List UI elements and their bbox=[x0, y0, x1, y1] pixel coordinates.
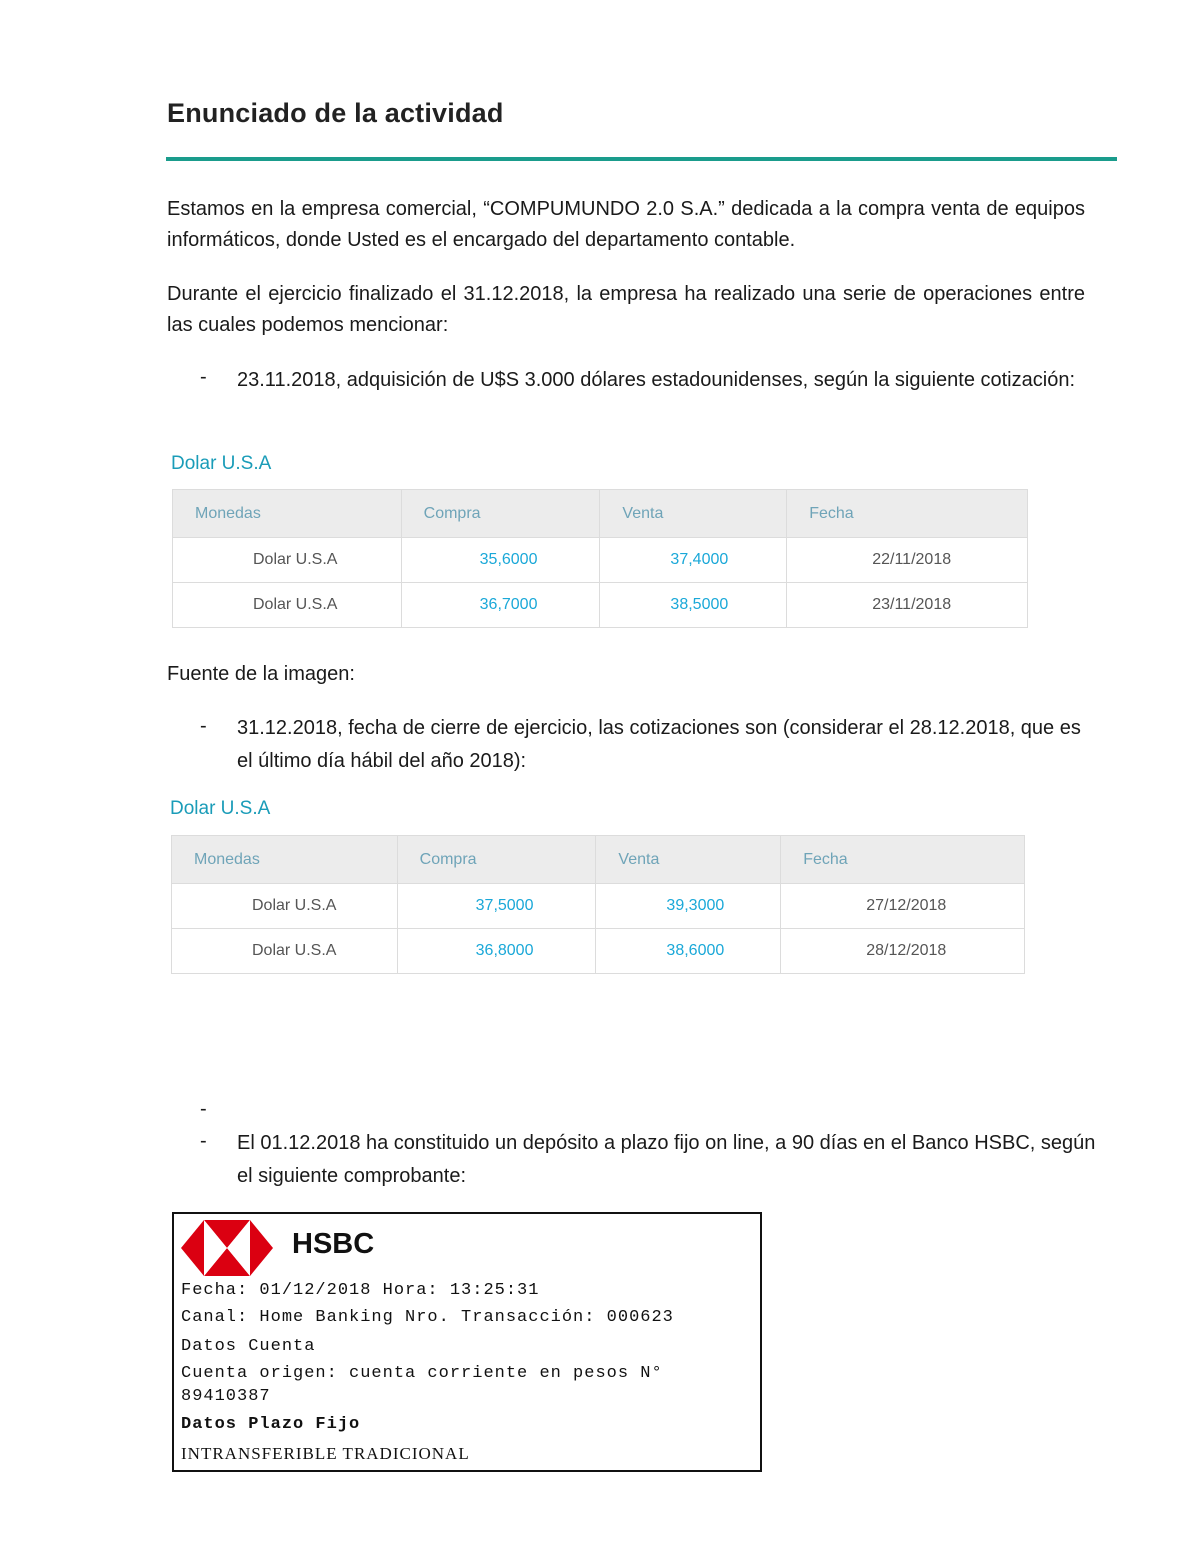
operations-paragraph: Durante el ejercicio finalizado el 31.12.2018, la empresa ha realizado una serie de operaciones entre las cuales podemos mencionar: bbox=[167, 283, 1085, 336]
bullet-usd-purchase: 23.11.2018, adquisición de U$S 3.000 dólares estadounidenses, según la siguiente cotización: bbox=[237, 369, 1075, 391]
hsbc-logo-icon bbox=[181, 1220, 273, 1276]
table-row bbox=[173, 583, 1028, 628]
table-header-row bbox=[172, 836, 1025, 884]
intro-paragraph: Estamos en la empresa comercial, “COMPUMUNDO 2.0 S.A.” dedicada a la compra venta de equipos informáticos, donde Usted es el encargado del departamento contable. bbox=[167, 198, 1085, 251]
heading-divider bbox=[166, 157, 1117, 161]
table-row bbox=[173, 538, 1028, 583]
col-venta: Venta bbox=[600, 490, 787, 538]
buy-rate-cell: 36,7000 bbox=[401, 583, 600, 628]
date-cell: 23/11/2018 bbox=[787, 583, 1028, 628]
col-compra: Compra bbox=[397, 836, 596, 884]
receipt-origin-account: Cuenta origen: cuenta corriente en pesos N° bbox=[181, 1364, 663, 1383]
table1-title: Dolar U.S.A bbox=[171, 453, 272, 474]
col-venta: Venta bbox=[596, 836, 781, 884]
table-header-row bbox=[173, 490, 1028, 538]
hsbc-logo-text: HSBC bbox=[292, 1228, 375, 1260]
receipt-account-section: Datos Cuenta bbox=[181, 1337, 316, 1356]
date-cell: 28/12/2018 bbox=[781, 929, 1025, 974]
table2-title: Dolar U.S.A bbox=[170, 798, 271, 819]
rates-table-november bbox=[172, 489, 1028, 628]
buy-rate-cell: 35,6000 bbox=[401, 538, 600, 583]
bullet-year-close: 31.12.2018, fecha de cierre de ejercicio, las cotizaciones son (considerar el 28.12.2018, que es el último día hábil del año 2018): bbox=[237, 717, 1081, 772]
col-fecha: Fecha bbox=[781, 836, 1025, 884]
receipt-date-time: Fecha: 01/12/2018 Hora: 13:25:31 bbox=[181, 1281, 540, 1300]
image-source-note: Fuente de la imagen: bbox=[167, 663, 355, 685]
bullet-marker: - bbox=[200, 1098, 207, 1120]
receipt-deposit-type: INTRANSFERIBLE TRADICIONAL bbox=[181, 1444, 470, 1463]
table-row bbox=[172, 929, 1025, 974]
rates-table-december bbox=[171, 835, 1025, 974]
sell-rate-cell: 38,6000 bbox=[596, 929, 781, 974]
sell-rate-cell: 37,4000 bbox=[600, 538, 787, 583]
col-fecha: Fecha bbox=[787, 490, 1028, 538]
col-monedas: Monedas bbox=[172, 836, 398, 884]
buy-rate-cell: 37,5000 bbox=[397, 884, 596, 929]
bullet-fixed-deposit: El 01.12.2018 ha constituido un depósito a plazo fijo on line, a 90 días en el Banco HSBC, según el siguiente comprobante: bbox=[237, 1132, 1096, 1187]
currency-cell: Dolar U.S.A bbox=[173, 583, 402, 628]
receipt-deposit-section: Datos Plazo Fijo bbox=[181, 1415, 361, 1434]
currency-cell: Dolar U.S.A bbox=[173, 538, 402, 583]
hsbc-receipt bbox=[172, 1212, 762, 1472]
bullet-marker: - bbox=[200, 715, 207, 737]
currency-cell: Dolar U.S.A bbox=[172, 929, 398, 974]
receipt-channel: Canal: Home Banking Nro. Transacción: 000623 bbox=[181, 1308, 674, 1327]
bullet-marker: - bbox=[200, 366, 207, 388]
col-monedas: Monedas bbox=[173, 490, 402, 538]
table-row bbox=[172, 884, 1025, 929]
sell-rate-cell: 39,3000 bbox=[596, 884, 781, 929]
date-cell: 27/12/2018 bbox=[781, 884, 1025, 929]
page-heading: Enunciado de la actividad bbox=[167, 98, 504, 128]
date-cell: 22/11/2018 bbox=[787, 538, 1028, 583]
receipt-account-number: 89410387 bbox=[181, 1387, 271, 1406]
buy-rate-cell: 36,8000 bbox=[397, 929, 596, 974]
sell-rate-cell: 38,5000 bbox=[600, 583, 787, 628]
currency-cell: Dolar U.S.A bbox=[172, 884, 398, 929]
bullet-marker: - bbox=[200, 1130, 207, 1152]
col-compra: Compra bbox=[401, 490, 600, 538]
